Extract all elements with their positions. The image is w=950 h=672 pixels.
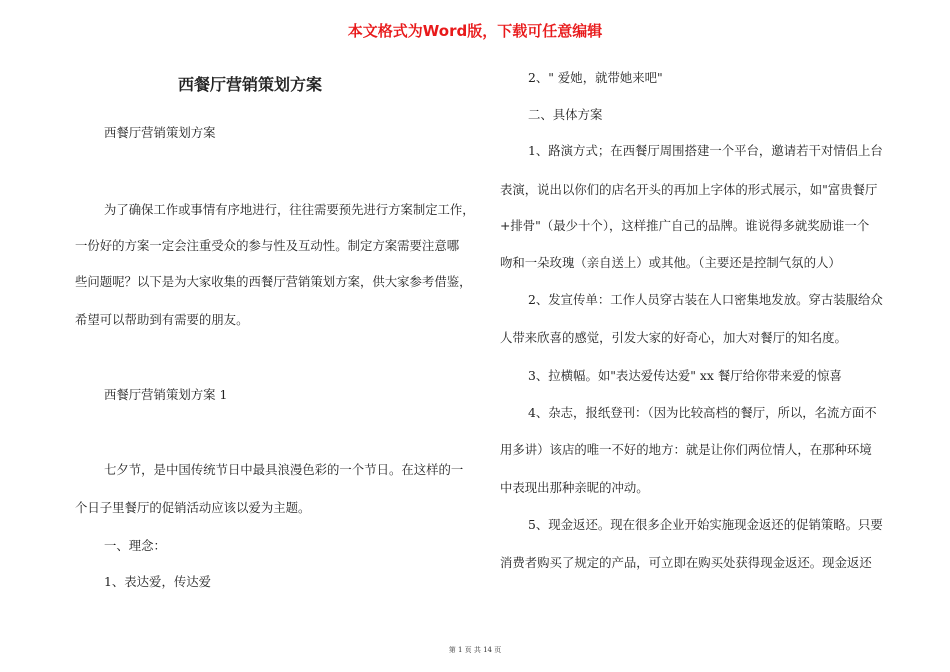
- page-footer: 第 1 页 共 14 页: [448, 646, 502, 654]
- left-line-6: 七夕节，是中国传统节日中最具浪漫色彩的一个节日。在这样的一: [104, 462, 464, 477]
- left-line-3: 些问题呢？以下是为大家收集的西餐厅营销策划方案，供大家参考借鉴，: [75, 274, 472, 289]
- right-line-5: 吻和一朵玫瑰（亲自送上）或其他。（主要还是控制气氛的人）: [500, 255, 841, 270]
- right-line-12: 5、现金返还。现在很多企业开始实施现金返还的促销策略。只要: [528, 517, 883, 532]
- right-line-0: 2、" 爱她，就带她来吧": [528, 70, 663, 85]
- left-line-4: 希望可以帮助到有需要的朋友。: [75, 312, 249, 327]
- right-line-10: 用多讲）该店的唯一不好的地方：就是让你们两位情人，在那种环境: [500, 442, 872, 457]
- left-line-9: 1、表达爱，传达爱: [104, 574, 212, 589]
- left-line-1: 为了确保工作或事情有序地进行，往往需要预先进行方案制定工作，: [104, 202, 475, 217]
- right-line-4: +排骨"（最少十个），这样推广自己的品牌。谁说得多就奖励谁一个: [500, 218, 870, 233]
- word-format-banner: 本文格式为Word版，下载可任意编辑: [347, 22, 603, 40]
- left-line-8: 一、理念：: [104, 538, 166, 553]
- right-line-13: 消费者购买了规定的产品，可立即在购买处获得现金返还。现金返还: [500, 555, 872, 570]
- left-line-subtitle: 西餐厅营销策划方案: [104, 125, 216, 140]
- document-title: 西餐厅营销策划方案: [177, 75, 322, 94]
- right-line-6: 2、发宣传单：工作人员穿古装在人口密集地发放。穿古装服给众: [528, 292, 883, 307]
- right-line-8: 3、拉横幅。如"表达爱传达爱" xx 餐厅给你带来爱的惊喜: [528, 368, 842, 383]
- left-line-7: 个日子里餐厅的促销活动应该以爱为主题。: [75, 500, 311, 515]
- left-line-section-heading: 西餐厅营销策划方案 1: [104, 387, 228, 402]
- right-line-2: 1、路演方式；在西餐厅周围搭建一个平台，邀请若干对情侣上台: [528, 143, 883, 158]
- left-line-2: 一份好的方案一定会注重受众的参与性及互动性。制定方案需要注意哪: [75, 238, 460, 253]
- right-line-7: 人带来欣喜的感觉，引发大家的好奇心，加大对餐厅的知名度。: [500, 330, 847, 345]
- right-line-9: 4、杂志，报纸登刊：（因为比较高档的餐厅，所以，名流方面不: [528, 405, 877, 420]
- right-line-11: 中表现出那种亲昵的冲动。: [500, 480, 649, 495]
- right-line-1: 二、具体方案: [528, 107, 603, 122]
- right-line-3: 表演，说出以你们的店名开头的再加上字体的形式展示，如"富贵餐厅: [500, 182, 878, 197]
